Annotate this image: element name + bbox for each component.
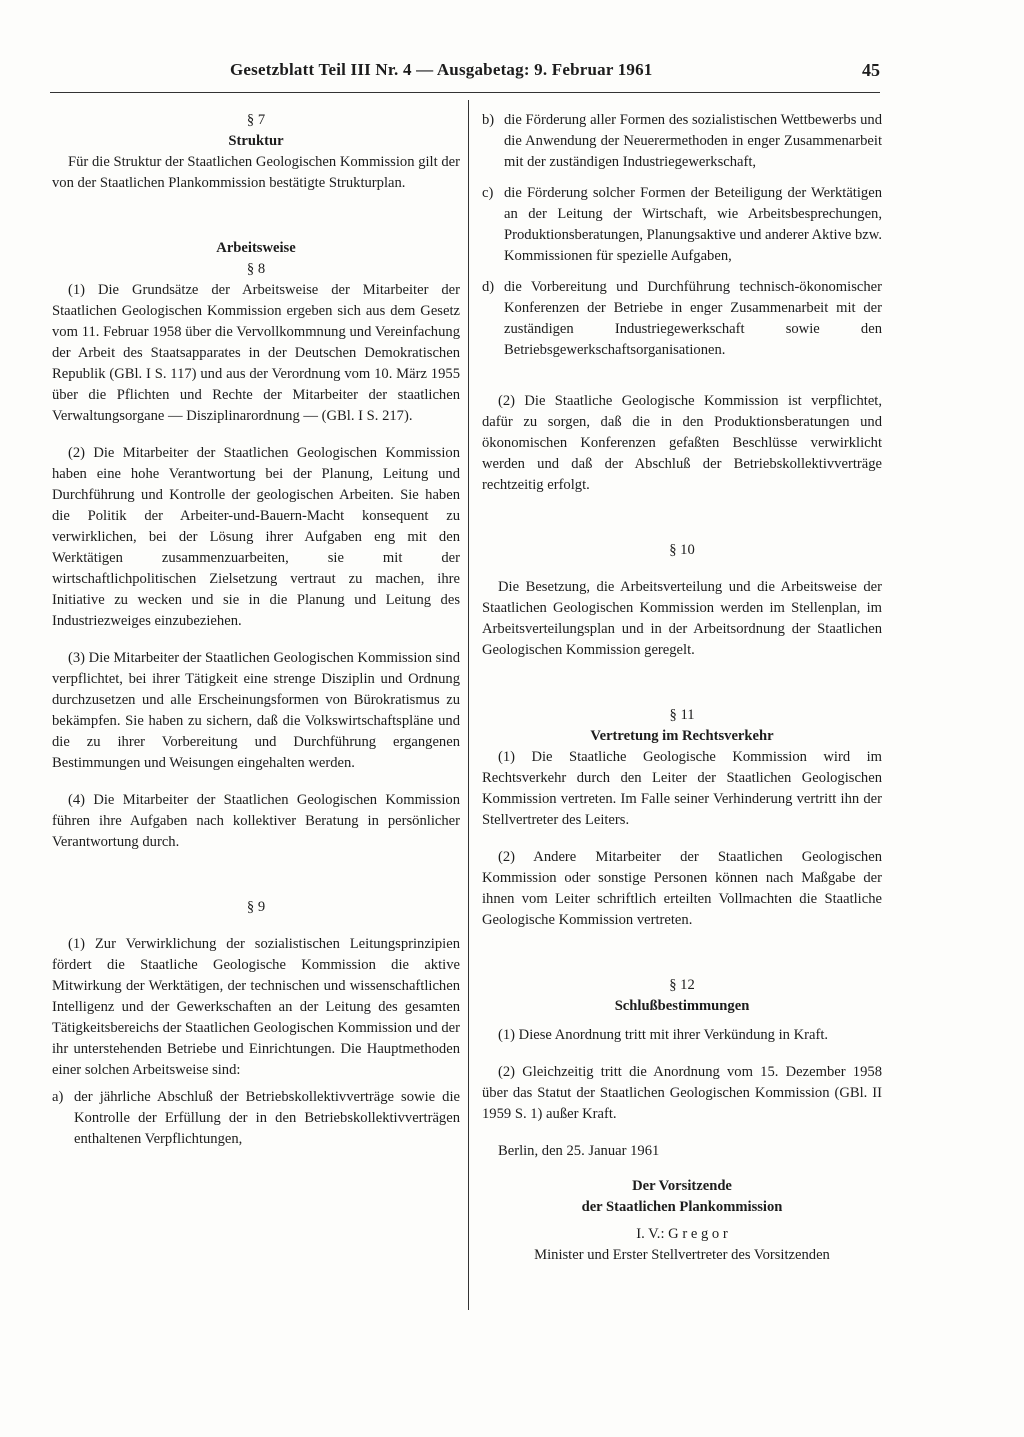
section-9-number: § 9 bbox=[246, 899, 266, 915]
page-number: 45 bbox=[862, 60, 880, 80]
arbeitsweise-heading: Arbeitsweise bbox=[216, 240, 296, 256]
section-11-heading: Vertretung im Rechtsverkehr bbox=[590, 728, 774, 744]
column-divider bbox=[468, 100, 469, 1310]
section-7-heading: Struktur bbox=[228, 133, 284, 149]
list-item-a-text: der jährliche Abschluß der Betriebskollektivverträge sowie die Kontrolle der Erfüllung der in den Betriebskollektivverträgen enthaltenen Verpflichtungen, bbox=[74, 1089, 460, 1147]
section-8-paragraph-4: (4) Die Mitarbeiter der Staatlichen Geologischen Kommission führen ihre Aufgaben nach kollektiver Beratung in persönlicher Verantwortung durch. bbox=[52, 792, 460, 850]
section-12-heading: Schlußbestimmungen bbox=[614, 998, 750, 1014]
left-column bbox=[52, 110, 460, 1150]
section-12-number: § 12 bbox=[669, 977, 695, 993]
signature-line-2: der Staatlichen Plankommission bbox=[581, 1199, 783, 1215]
list-item-a bbox=[52, 1087, 460, 1150]
section-11-paragraph-2: (2) Andere Mitarbeiter der Staatlichen Geologischen Kommission oder sonstige Personen können nach Maßgabe der ihnen vom Leiter schriftlich erteilten Vollmachten die Staatliche Geologische Kommission vertreten. bbox=[482, 849, 882, 928]
section-7-text: Für die Struktur der Staatlichen Geologischen Kommission gilt der von der Staatlichen Plankommission bestätigte Strukturplan. bbox=[52, 154, 460, 191]
section-7-number: § 7 bbox=[246, 112, 266, 128]
section-10-number: § 10 bbox=[669, 542, 695, 558]
right-column bbox=[482, 110, 882, 1266]
section-8-paragraph-1: (1) Die Grundsätze der Arbeitsweise der Mitarbeiter der Staatlichen Geologischen Kommission ergeben sich aus dem Gesetz vom 11. Februar 1958 über die Vervollkommnung und Vereinfachung der Arbeit des Staatsapparates in der Deutschen Demokratischen Republik (GBl. I S. 117) und aus der Verordnung vom 10. März 1955 über die Pflichten und Rechte der Mitarbeiter der staatlichen Verwaltungsorgane — Disziplinarordnung — (GBl. I S. 217). bbox=[52, 282, 460, 424]
list-item-c bbox=[482, 183, 882, 267]
section-9-paragraph-1: (1) Zur Verwirklichung der sozialistischen Leitungsprinzipien fördert die Staatliche Geologische Kommission die aktive Mitwirkung der Werktätigen, der technischen und wissenschaftlichen Intelligenz und der Gewerkschaften an der Leitung des gesamten Tätigkeitsbereichs der Staatlichen Geologischen Kommission und der ihr unterstehenden Betriebe und Einrichtungen. Die Hauptmethoden einer solchen Arbeitsweise sind: bbox=[52, 936, 460, 1078]
header-title: Gesetzblatt Teil III Nr. 4 — Ausgabetag: 9. Februar 1961 bbox=[230, 60, 653, 79]
list-item-d bbox=[482, 277, 882, 361]
list-item-c-text: die Förderung solcher Formen der Beteiligung der Werktätigen an der Leitung der Wirtschaft, wie Arbeitsbesprechungen, Produktionsberatungen, Planungsaktive und anderer Aktive bzw. Kommissionen für spezielle Aufgaben, bbox=[504, 185, 883, 264]
list-item-b-letter: b) bbox=[482, 112, 495, 128]
list-item-c-letter: c) bbox=[482, 185, 494, 201]
signature-line-1: Der Vorsitzende bbox=[632, 1178, 732, 1194]
section-8-paragraph-2: (2) Die Mitarbeiter der Staatlichen Geologischen Kommission haben eine hohe Verantwortung bei der Planung, Leitung und Durchführung und Kontrolle der geologischen Arbeiten. Sie haben die Politik der Arbeiter-und-Bauern-Macht konsequent zu verwirklichen, bei der Lösung ihrer Aufgaben eng mit den Werktätigen zusammenzuarbeiten, sie mit der wirtschaftlichpolitischen Zielsetzung vertraut zu machen, ihre Initiative zu wecken und sie in die Planung und Leitung des Industriezweiges einzubeziehen. bbox=[52, 445, 460, 629]
section-12-paragraph-1: (1) Diese Anordnung tritt mit ihrer Verkündung in Kraft. bbox=[498, 1027, 829, 1043]
list-item-b bbox=[482, 110, 882, 173]
signature-title: Minister und Erster Stellvertreter des Vorsitzenden bbox=[534, 1247, 830, 1263]
section-11-paragraph-1: (1) Die Staatliche Geologische Kommission wird im Rechtsverkehr durch den Leiter der Staatlichen Geologischen Kommission vertreten. Im Falle seiner Verhinderung vertritt ihn der Stellvertreter des Leiters. bbox=[482, 749, 882, 828]
signature-name: I. V.: G r e g o r bbox=[636, 1226, 728, 1242]
place-date: Berlin, den 25. Januar 1961 bbox=[498, 1143, 660, 1159]
list-item-a-letter: a) bbox=[52, 1089, 64, 1105]
section-10-text: Die Besetzung, die Arbeitsverteilung und die Arbeitsweise der Staatlichen Geologischen Kommission werden im Stellenplan, im Arbeitsverteilungsplan und in der Arbeitsordnung der Staatlichen Geologischen Kommission geregelt. bbox=[482, 579, 882, 658]
list-item-d-text: die Vorbereitung und Durchführung technisch-ökonomischer Konferenzen der Betriebe in enger Zusammenarbeit mit der zuständigen Industriegewerkschaft sowie den Betriebsgewerkschaftsorganisationen. bbox=[504, 279, 882, 358]
page-header bbox=[50, 60, 880, 90]
section-11-number: § 11 bbox=[669, 707, 695, 723]
section-12-paragraph-2: (2) Gleichzeitig tritt die Anordnung vom 15. Dezember 1958 über das Statut der Staatlichen Geologischen Kommission (GBl. II 1959 S. 1) außer Kraft. bbox=[482, 1064, 882, 1122]
list-item-b-text: die Förderung aller Formen des sozialistischen Wettbewerbs und die Anwendung der Neuerermethoden in enger Zusammenarbeit mit der zuständigen Industriegewerkschaft, bbox=[504, 112, 882, 170]
section-8-number: § 8 bbox=[246, 261, 266, 277]
list-item-d-letter: d) bbox=[482, 279, 495, 295]
header-rule bbox=[50, 92, 880, 93]
section-9-paragraph-2: (2) Die Staatliche Geologische Kommission ist verpflichtet, dafür zu sorgen, daß die in den Produktionsberatungen und ökonomischen Konferenzen gefaßten Beschlüsse verwirklicht werden und daß der Abschluß der Betriebskollektivverträge rechtzeitig erfolgt. bbox=[482, 393, 882, 493]
section-8-paragraph-3: (3) Die Mitarbeiter der Staatlichen Geologischen Kommission sind verpflichtet, bei ihrer Tätigkeit eine strenge Disziplin und Ordnung durchzusetzen und alle Erscheinungsformen von Bürokratismus zu bekämpfen. Sie haben zu sichern, daß die Volkswirtschaftspläne und die zu ihrer Vorbereitung und Durchführung ergangenen Bestimmungen und Weisungen eingehalten werden. bbox=[52, 650, 460, 771]
